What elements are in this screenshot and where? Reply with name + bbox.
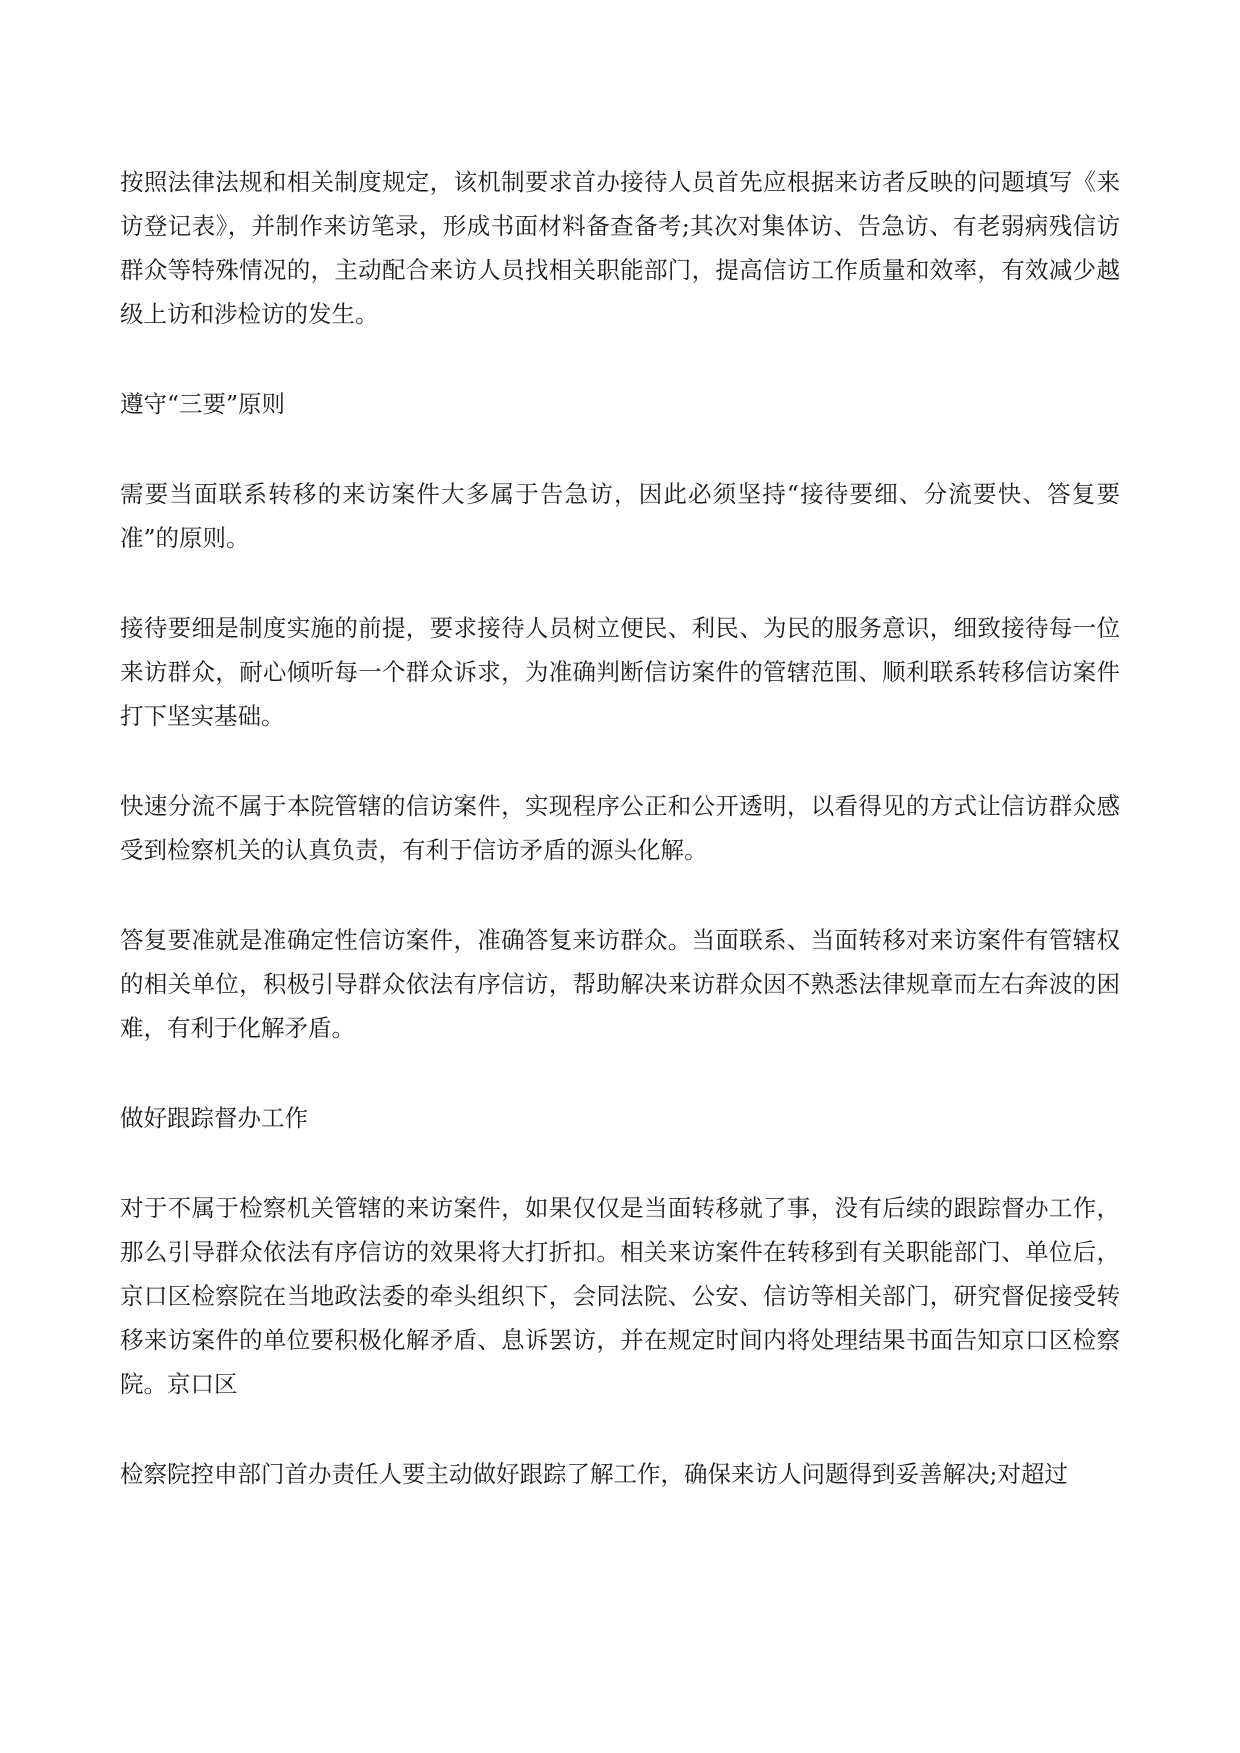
paragraph-follow-up-supervision: 对于不属于检察机关管辖的来访案件，如果仅仅是当面转移就了事，没有后续的跟踪督办工作，那么引导群众依法有序信访的效果将大打折扣。相关来访案件在转移到有关职能部门、单位后，京口区检察院在当地政法委的牵头组织下，会同法院、公安、信访等相关部门，研究督促接受转移来访案件的单位要积极化解矛盾、息诉罢访，并在规定时间内将处理结果书面告知京口区检察院。京口区 — [120, 1194, 1120, 1398]
paragraph-accurate-reply: 答复要准就是准确定性信访案件，准确答复来访群众。当面联系、当面转移对来访案件有管辖权的相关单位，积极引导群众依法有序信访，帮助解决来访群众因不熟悉法律规章而左右奔波的困难，有利于化解矛盾。 — [120, 926, 1120, 1042]
paragraph-registration-mechanism: 按照法律法规和相关制度规定，该机制要求首办接待人员首先应根据来访者反映的问题填写《来访登记表》，并制作来访笔录，形成书面材料备查备考;其次对集体访、告急访、有老弱病残信访群众等特殊情况的，主动配合来访人员找相关职能部门，提高信访工作质量和效率，有效减少越级上访和涉检访的发生。 — [120, 168, 1120, 328]
document-body — [120, 160, 1120, 1542]
paragraph-fast-diversion: 快速分流不属于本院管辖的信访案件，实现程序公正和公开透明，以看得见的方式让信访群众感受到检察机关的认真负责，有利于信访矛盾的源头化解。 — [120, 792, 1120, 864]
paragraph-responsible-person: 检察院控申部门首办责任人要主动做好跟踪了解工作，确保来访人问题得到妥善解决;对超过 — [120, 1460, 1068, 1488]
paragraph-reception-detail: 接待要细是制度实施的前提，要求接待人员树立便民、利民、为民的服务意识，细致接待每一位来访群众，耐心倾听每一个群众诉求，为准确判断信访案件的管辖范围、顺利联系转移信访案件打下坚实基础。 — [120, 614, 1120, 730]
section-heading-follow-up: 做好跟踪督办工作 — [120, 1104, 308, 1132]
section-heading-three-principles: 遵守“三要”原则 — [120, 390, 286, 418]
paragraph-urgent-visits: 需要当面联系转移的来访案件大多属于告急访，因此必须坚持“接待要细、分流要快、答复要准”的原则。 — [120, 480, 1120, 552]
